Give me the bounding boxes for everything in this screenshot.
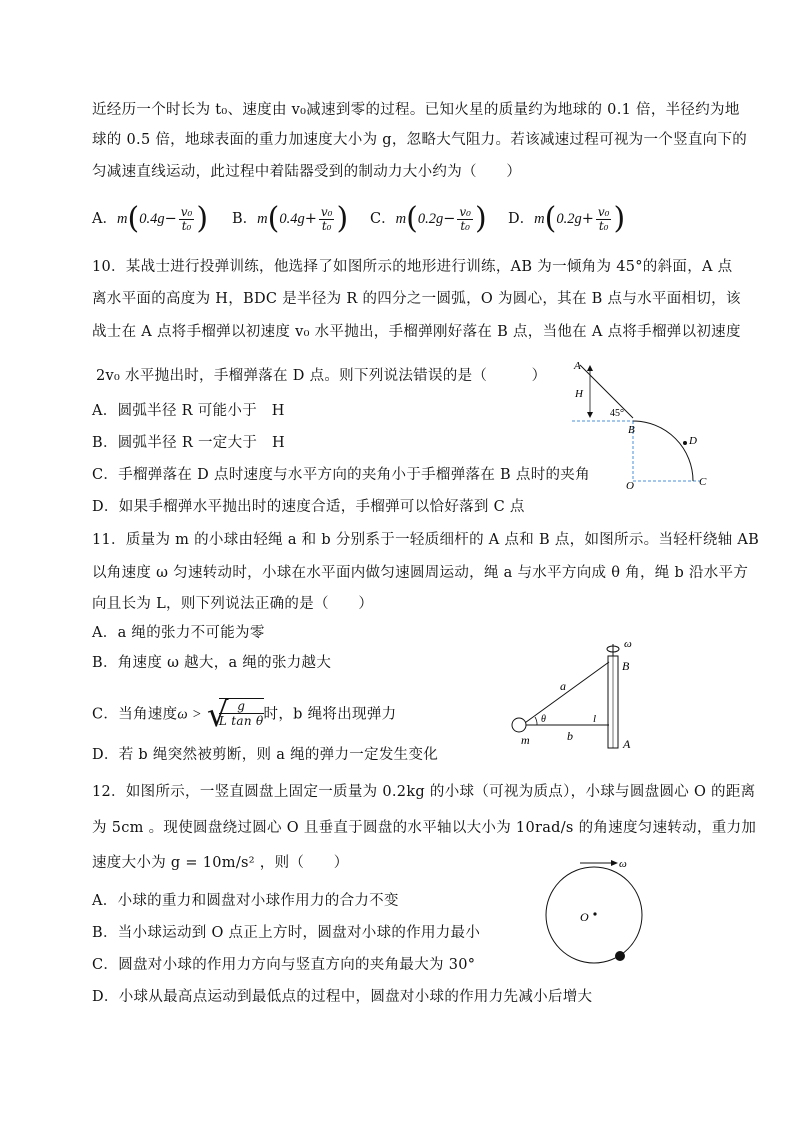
q12-line-2: 为 5cm 。现使圆盘绕过圆心 O 且垂直于圆盘的水平轴以大小为 10rad/s 的角速度匀速转动，重力加 (92, 820, 757, 836)
label-45: 45° (610, 408, 624, 419)
q12-figure (540, 855, 650, 970)
label-b-rope: b (567, 729, 573, 743)
q9-line-1: 近经历一个时长为 t₀、速度由 v₀减速到零的过程。已知火星的质量约为地球的 0.1 倍，半径约为地 (92, 102, 740, 118)
q12-option-a: A．小球的重力和圆盘对小球作用力的合力不变 (92, 893, 399, 909)
q11-figure (505, 640, 655, 755)
q11-line-1: 11．质量为 m 的小球由轻绳 a 和 b 分别系于一轻质细杆的 A 点和 B 点，如图所示。当轻杆绕轴 AB (92, 532, 760, 548)
q10-line-1: 10．某战士进行投弹训练，他选择了如图所示的地形进行训练，AB 为一倾角为 45°的斜面，A 点 (92, 259, 733, 275)
q10-option-d: D．如果手榴弹水平抛出时的速度合适，手榴弹可以恰好落到 C 点 (92, 499, 525, 515)
q9-line-3: 匀减速直线运动，此过程中着陆器受到的制动力大小约为（ ） (92, 164, 522, 180)
q12-option-d: D．小球从最高点运动到最低点的过程中，圆盘对小球的作用力先减小后增大 (92, 989, 593, 1005)
q9-option-c: C．m(0.2g− $\frac{\text{v₀}}{\text{t₀}}$ ) (370, 201, 487, 236)
label-l: l (593, 713, 597, 725)
label-a-point: A (623, 737, 631, 751)
label-d: D (689, 435, 697, 447)
q10-line-4: 2v₀ 水平抛出时，手榴弹落在 D 点。则下列说法错误的是（ ） (96, 368, 547, 384)
label-theta: θ (541, 714, 546, 725)
slope-line (580, 365, 633, 418)
label-a-rope: a (560, 679, 566, 693)
label-omega: ω (619, 858, 627, 870)
label-b: B (622, 659, 630, 673)
q12-line-1: 12．如图所示，一竖直圆盘上固定一质量为 0.2kg 的小球（可视为质点），小球与圆盘圆心 O 的距离 (92, 784, 756, 800)
q9-option-a: A．m(0.4g− $\frac{\text{v₀}}{\text{t₀}}$ ) (92, 201, 209, 236)
q9-line-2: 球的 0.5 倍，地球表面的重力加速度大小为 g，忽略大气阻力。若该减速过程可视为一个竖直向下的 (92, 132, 748, 148)
label-omega: ω (624, 640, 632, 650)
q10-figure (560, 355, 720, 490)
label-m: m (521, 733, 530, 747)
q12-option-b: B．当小球运动到 O 点正上方时，圆盘对小球的作用力最小 (92, 925, 481, 941)
sqrt-expression: √ $\frac{g}{\text{L tan θ}}$ (206, 695, 264, 735)
ball (615, 951, 625, 961)
ball (512, 718, 526, 732)
q11-option-d: D．若 b 绳突然被剪断，则 a 绳的弹力一定发生变化 (92, 747, 439, 763)
q10-line-3: 战士在 A 点将手榴弹以初速度 v₀ 水平抛出，手榴弹刚好落在 B 点，当他在 A 点将手榴弹以初速度 (92, 324, 741, 340)
q9-option-b: B．m(0.4g+ $\frac{\text{v₀}}{\text{t₀}}$ ) (232, 201, 349, 236)
label-b: B (628, 424, 635, 436)
point-d-dot (683, 441, 687, 445)
q12-option-c: C．圆盘对小球的作用力方向与竖直方向的夹角最大为 30° (92, 957, 476, 973)
q10-option-b: B．圆弧半径 R 一定大于 H (92, 435, 285, 451)
q11-option-c: C．当角速度ω > √ $\frac{g}{\text{L tan θ}}$ 时，b 绳将出现弹力 (92, 695, 397, 735)
q12-line-3: 速度大小为 g = 10m/s² ，则（ ） (92, 855, 349, 871)
arc-bdc (633, 421, 693, 481)
q11-line-3: 向且长为 L，则下列说法正确的是（ ） (92, 596, 374, 612)
center-dot (593, 912, 596, 915)
q9-option-d: D．m(0.2g+ $\frac{\text{v₀}}{\text{t₀}}$ ) (508, 201, 626, 236)
q11-line-2: 以角速度 ω 匀速转动时，小球在水平面内做匀速圆周运动，绳 a 与水平方向成 θ 角，绳 b 沿水平方 (92, 565, 749, 581)
q11-option-a: A．a 绳的张力不可能为零 (92, 625, 265, 641)
q10-option-a: A．圆弧半径 R 可能小于 H (92, 403, 285, 419)
label-a: A (574, 360, 581, 372)
label-c: C (699, 476, 707, 488)
label-h: H (575, 388, 583, 400)
label-o: O (580, 910, 589, 924)
q10-option-c: C．手榴弹落在 D 点时速度与水平方向的夹角小于手榴弹落在 B 点时的夹角 (92, 467, 590, 483)
label-o: O (626, 480, 634, 490)
q11-option-b: B．角速度 ω 越大，a 绳的张力越大 (92, 655, 332, 671)
q10-line-2: 离水平面的高度为 H，BDC 是半径为 R 的四分之一圆弧，O 为圆心，其在 B 点与水平面相切，该 (92, 291, 741, 307)
